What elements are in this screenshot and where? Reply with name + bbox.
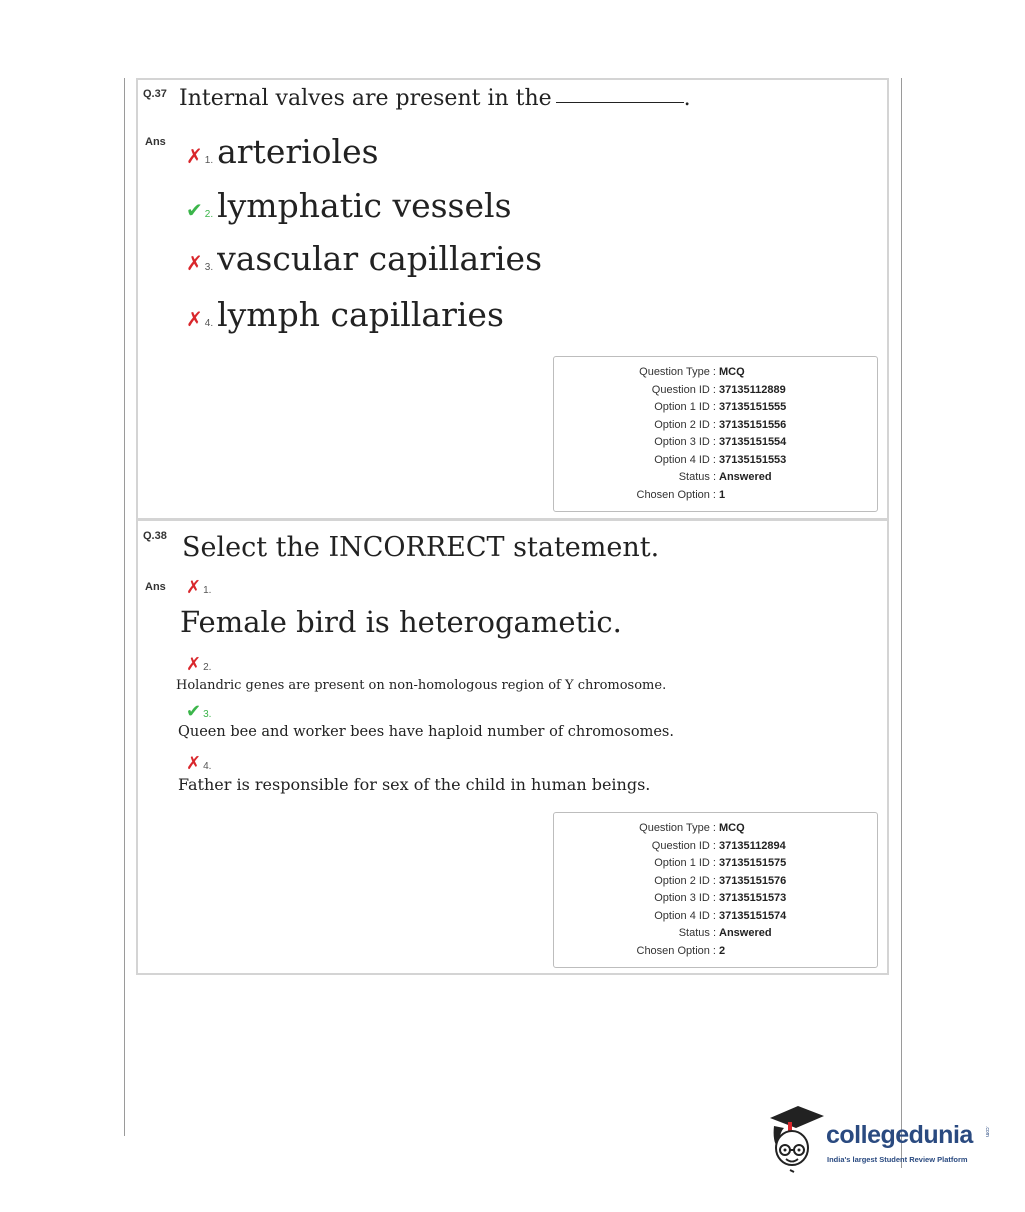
cross-icon: ✗ xyxy=(186,753,202,774)
option-number: 2. xyxy=(203,662,212,673)
option-number: 3. xyxy=(204,262,214,273)
check-icon: ✔ xyxy=(186,198,203,222)
option-number: 2. xyxy=(204,209,214,220)
meta-value: 37135151555 xyxy=(719,401,787,413)
option-2-text: Holandric genes are present on non-homologous region of Y chromosome. xyxy=(176,678,667,693)
page-left-border xyxy=(124,78,125,1136)
meta-key: Option 1 ID : xyxy=(654,857,716,869)
meta-value: 37135151576 xyxy=(719,875,787,887)
meta-key: Option 4 ID : xyxy=(654,910,716,922)
meta-value: 2 xyxy=(719,945,726,957)
meta-value: 37135151573 xyxy=(719,892,787,904)
blank-line xyxy=(556,102,684,103)
answer-label: Ans xyxy=(145,136,166,148)
brand-name: collegedunia xyxy=(826,1121,973,1149)
meta-value: 1 xyxy=(719,489,726,501)
meta-key: Chosen Option : xyxy=(636,489,716,501)
cross-icon: ✗ xyxy=(186,307,203,331)
answer-label: Ans xyxy=(145,581,166,593)
option-4-text: Father is responsible for sex of the child in human beings. xyxy=(178,775,651,794)
option-text: lymph capillaries xyxy=(217,295,504,334)
option-text: arterioles xyxy=(217,132,379,171)
question-number: Q.37 xyxy=(143,88,167,100)
meta-key: Question ID : xyxy=(651,384,716,396)
meta-key: Question Type : xyxy=(639,822,716,834)
option-1-header xyxy=(186,577,215,598)
option-3-header xyxy=(186,701,215,722)
question-number: Q.38 xyxy=(143,530,167,542)
option-number: 4. xyxy=(204,318,214,329)
option-text: lymphatic vessels xyxy=(217,186,512,225)
option-3 xyxy=(186,239,542,278)
meta-key: Question Type : xyxy=(639,366,716,378)
meta-value: 37135112894 xyxy=(719,840,786,852)
cross-icon: ✗ xyxy=(186,577,202,598)
cross-icon: ✗ xyxy=(186,654,202,675)
page-right-border xyxy=(901,78,902,1168)
meta-key: Option 1 ID : xyxy=(654,401,716,413)
question-text xyxy=(179,86,691,111)
question-text-suffix: . xyxy=(683,86,691,111)
question-text-body: Internal valves are present in the xyxy=(179,86,552,111)
question-meta-box xyxy=(553,812,878,968)
option-number: 1. xyxy=(203,585,212,596)
meta-key: Question ID : xyxy=(651,840,716,852)
option-number: 1. xyxy=(204,155,214,166)
meta-key: Option 2 ID : xyxy=(654,419,716,431)
brand-dotcom: .com xyxy=(984,1126,990,1137)
meta-value: 37135151556 xyxy=(719,419,787,431)
meta-key: Option 4 ID : xyxy=(654,454,716,466)
meta-key: Option 3 ID : xyxy=(654,436,716,448)
option-1-text: Female bird is heterogametic. xyxy=(180,605,622,639)
meta-key: Status : xyxy=(678,927,716,939)
meta-key: Option 3 ID : xyxy=(654,892,716,904)
meta-value: 37135151554 xyxy=(719,436,787,448)
option-2-header xyxy=(186,654,215,675)
cross-icon: ✗ xyxy=(186,251,203,275)
question-meta-box xyxy=(553,356,878,512)
mascot-icon xyxy=(766,1104,826,1174)
question-text: Select the INCORRECT statement. xyxy=(182,532,660,563)
collegedunia-logo[interactable] xyxy=(766,1104,996,1174)
option-4-header xyxy=(186,753,215,774)
meta-value: Answered xyxy=(719,471,772,483)
brand-tagline: India's largest Student Review Platform xyxy=(827,1155,968,1164)
meta-value: 37135151553 xyxy=(719,454,787,466)
option-3-text: Queen bee and worker bees have haploid number of chromosomes. xyxy=(178,724,674,740)
option-4 xyxy=(186,295,504,334)
option-2 xyxy=(186,186,512,225)
meta-key: Status : xyxy=(678,471,716,483)
meta-value: 37135151575 xyxy=(719,857,787,869)
option-number: 4. xyxy=(203,761,212,772)
check-icon: ✔ xyxy=(186,701,202,722)
option-number: 3. xyxy=(203,709,212,720)
meta-value: 37135151574 xyxy=(719,910,787,922)
meta-value: Answered xyxy=(719,927,772,939)
option-1 xyxy=(186,132,379,171)
meta-value: MCQ xyxy=(719,366,745,378)
meta-value: MCQ xyxy=(719,822,745,834)
option-text: vascular capillaries xyxy=(217,239,543,278)
meta-key: Chosen Option : xyxy=(636,945,716,957)
meta-value: 37135112889 xyxy=(719,384,786,396)
cross-icon: ✗ xyxy=(186,144,203,168)
meta-key: Option 2 ID : xyxy=(654,875,716,887)
